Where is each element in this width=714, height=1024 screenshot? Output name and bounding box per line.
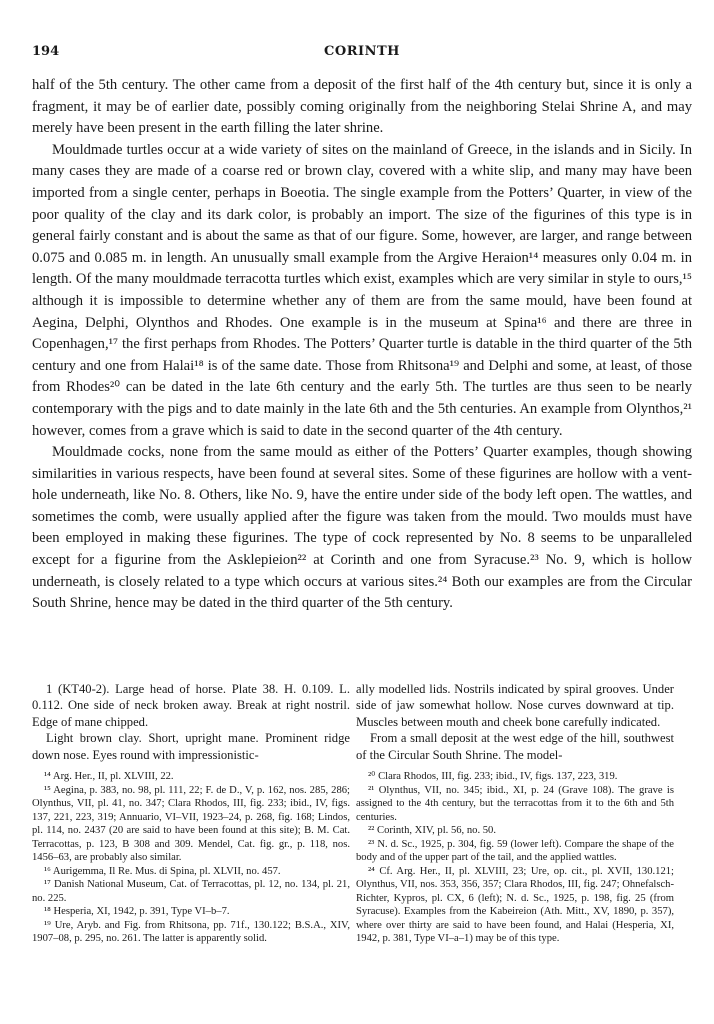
footnote: ¹⁸ Hesperia, XI, 1942, p. 391, Type VI–b–7. bbox=[44, 906, 230, 917]
running-title: CORINTH bbox=[324, 44, 400, 59]
footnote: ²⁴ Cf. Arg. Her., II, pl. XLVIII, 23; Ure, op. cit., pl. XVII, 130.121; Olynthus, VII, nos. 353, 356, 357; Clara Rhodos, III, fig. 247; Ohnefalsch-Richter, Kypros, pl. CX, 6 (left); N. d. Sc., 1925, p. 198, fig. 25 (from Syracuse). Examples from the Kabeireion (Ath. Mitt., XV, 1890, p. 357), where over thirty are said to have been found, and Halai (Hesperia, XI, 1942, p. 381, Type VI–a–1) may be of this type. bbox=[356, 865, 674, 944]
main-paragraph: Mouldmade turtles occur at a wide variety of sites on the mainland of Greece, in the islands and in Sicily. In many cases they are made of a coarse red or brown clay, covered with a white slip, and many may have been imported from a single center, perhaps in Boeotia. The single example from the Potters’ Quarter, in view of the poor quality of the clay and its dark color, is probably an import. The size of the figurines of this type is in general fairly constant and is about the same as that of our figure. Some, however, are larger, and range between 0.075 and 0.085 m. in length. An unusually small example from the Argive Heraion¹⁴ measures only 0.04 m. in length. Of the many mouldmade terracotta turtles which exist, examples which are very similar in style to ours,¹⁵ although it is impossible to determine whether any of them are from the same mould, have been found at Aegina, Delphi, Olynthos and Rhodes. One example is in the museum at Spina¹⁶ and there are three in Copenhagen,¹⁷ the first perhaps from Rhodes. The Potters’ Quarter turtle is datable in the third quarter of the 5th century and one from Halai¹⁸ is of the same date. Those from Rhitsona¹⁹ and Delphi and some, at least, of those from Rhodes²⁰ can be dated in the late 6th century and the early 5th. The turtles are thus seen to be nearly contemporary with the pigs and to date mainly in the late 6th and the 5th centuries. An example from Olynthos,²¹ however, comes from a grave which is said to date in the second quarter of the 4th century. bbox=[32, 141, 692, 439]
catalog-entry: 1 (KT40-2). Large head of horse. Plate 38. H. 0.109. L. 0.112. One side of neck broken away. Break at right nostril. Edge of mane chipped. bbox=[32, 682, 350, 729]
page-header bbox=[32, 44, 692, 64]
footnote: ¹⁷ Danish National Museum, Cat. of Terracottas, pl. 12, no. 134, pl. 21, no. 225. bbox=[32, 879, 350, 904]
main-paragraph: Mouldmade cocks, none from the same mould as either of the Potters’ Quarter examples, though showing similarities in various respects, have been found at several sites. Some of these figurines are hollow with a vent-hole underneath, like No. 8. Others, like No. 9, have the entire under side of the body left open. The wattles, and sometimes the comb, were usually applied after the figure was taken from the mould. Two moulds must have been employed in making these figurines. The type of cock represented by No. 8 seems to be unparalleled except for a figurine from the Asklepieion²² at Corinth and one from Syracuse.²³ No. 9, which is hollow underneath, is closely related to a type which occurs at various sites.²⁴ Both our examples are from the Circular South Shrine, hence may be dated in the third quarter of the 5th century. bbox=[32, 444, 692, 612]
footnote: ¹⁵ Aegina, p. 383, no. 98, pl. 111, 22; F. de D., V, p. 162, nos. 285, 286; Olynthus, VII, pl. 41, no. 347; Clara Rhodos, III, fig. 233; ibid., IV, figs. 137, 221, 223, 319; Annuario, VI–VII, 1923–24, p. 268, fig. 168; Lindos, pl. 114, no. 2437 (20 are said to have been found at this site); B. M. Cat. Terracottas, p. 123, B 308 and 309. Mendel, Cat. fig. gr., p. 118, nos. 1456–63, are probably also similar. bbox=[32, 784, 350, 863]
footnote: ²² Corinth, XIV, pl. 56, no. 50. bbox=[368, 825, 496, 836]
footnotes-right bbox=[356, 770, 674, 946]
footnote: ²¹ Olynthus, VII, no. 345; ibid., XI, p. 24 (Grave 108). The grave is assigned to the 4th century, but the terracottas from it to the 6th and 5th centuries. bbox=[356, 784, 674, 823]
main-paragraph: half of the 5th century. The other came from a deposit of the first half of the 4th century but, since it is only a fragment, it may be of earlier date, possibly coming originally from the neighboring Stelai Shrine A, and may merely have been present in the earth filling the later shrine. bbox=[32, 77, 692, 137]
footnote: ¹⁹ Ure, Aryb. and Fig. from Rhitsona, pp. 71f., 130.122; B.S.A., XIV, 1907–08, p. 295, no. 261. The latter is apparently solid. bbox=[32, 919, 350, 944]
catalog-column-right bbox=[356, 681, 674, 763]
footnote: ²⁰ Clara Rhodos, III, fig. 233; ibid., IV, figs. 137, 223, 319. bbox=[368, 771, 618, 782]
catalog-column-left bbox=[32, 681, 350, 763]
page-number: 194 bbox=[32, 44, 60, 59]
catalog-entry: Light brown clay. Short, upright mane. Prominent ridge down nose. Eyes round with impressionistic- bbox=[32, 731, 350, 762]
catalog-entry: ally modelled lids. Nostrils indicated by spiral grooves. Under side of jaw somewhat hollow. Nose curves downward at tip. Muscles between mouth and cheek bone carefully indicated. bbox=[356, 682, 674, 729]
footnote: ¹⁴ Arg. Her., II, pl. XLVIII, 22. bbox=[44, 771, 174, 782]
footnote: ¹⁶ Aurigemma, Il Re. Mus. di Spina, pl. XLVII, no. 457. bbox=[44, 865, 281, 877]
main-text bbox=[32, 75, 692, 615]
catalog-entry: From a small deposit at the west edge of the hill, southwest of the Circular South Shrine. The model- bbox=[356, 731, 674, 762]
footnote: ²³ N. d. Sc., 1925, p. 304, fig. 59 (lower left). Compare the shape of the body and of the upper part of the tail, and the applied wattles. bbox=[356, 838, 674, 863]
footnotes-left bbox=[32, 770, 350, 946]
